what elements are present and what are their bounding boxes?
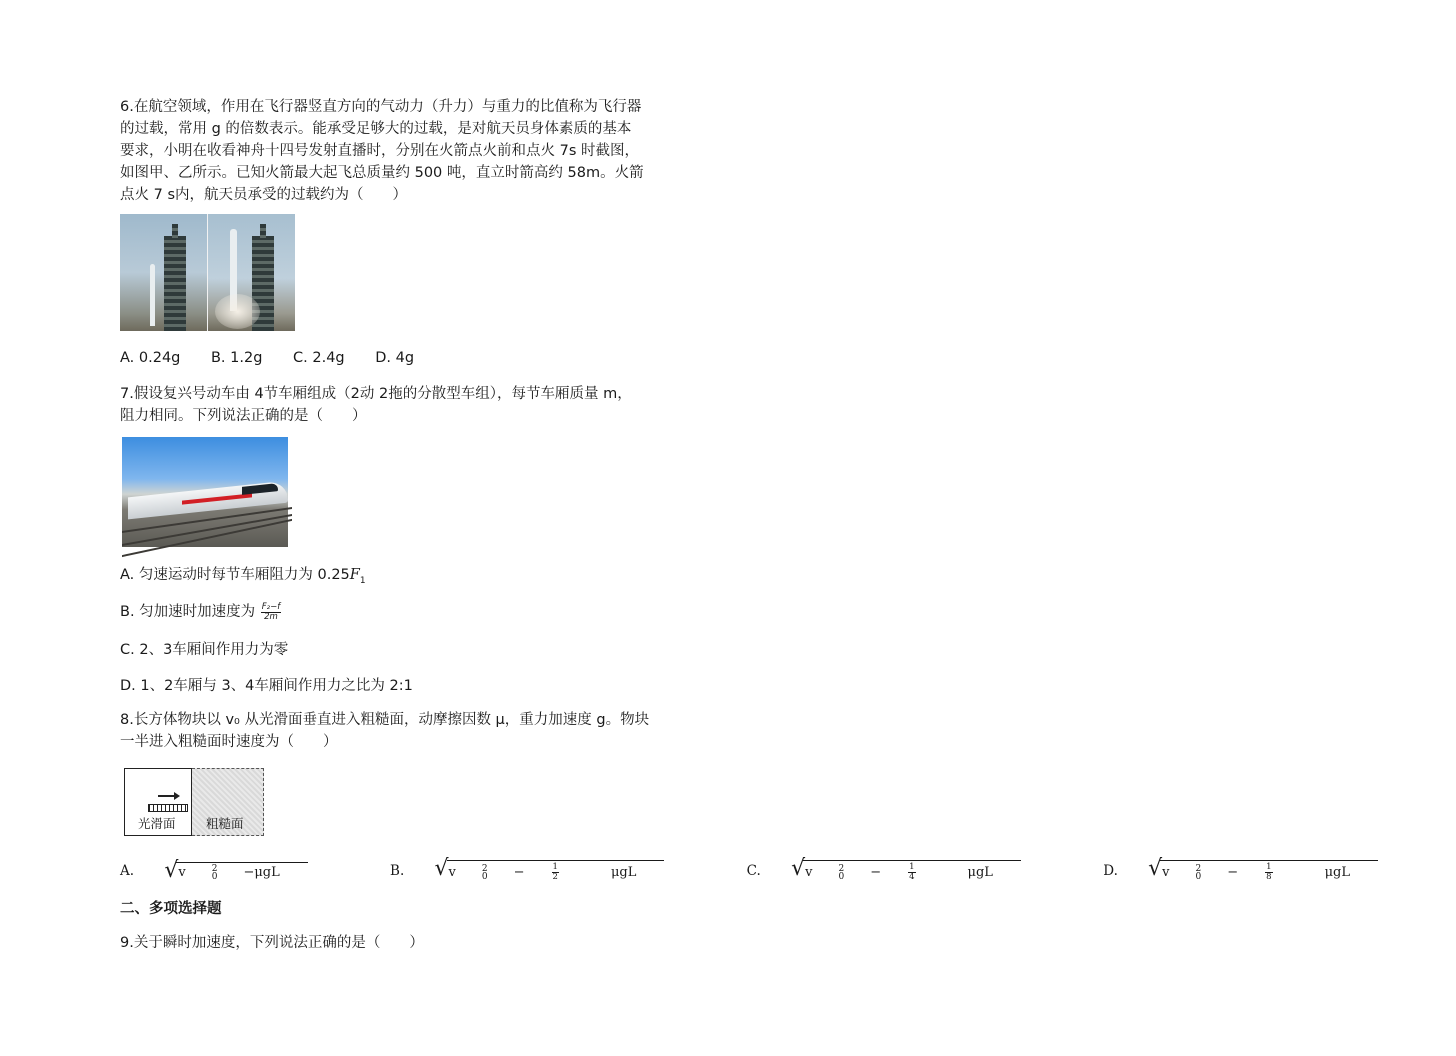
radicand-sup: 2 [1195,863,1202,874]
radicand-var: v [448,865,456,880]
q6-options [120,350,440,366]
q7-option-a[interactable] [120,565,366,591]
q7-line: 阻力相同。下列说法正确的是（ ） [120,408,367,424]
q7-option-b[interactable] [120,602,282,622]
option-letter: B. [390,862,405,879]
q6-line: 的过载，常用 g 的倍数表示。能承受足够大的过载，是对航天员身体素质的基本 [120,121,632,137]
q6-line: 要求，小明在收看神舟十四号发射直播时，分别在火箭点火前和点火 7s 时截图， [120,143,639,159]
option-d[interactable]: D. 4g [375,350,415,366]
radicand-sup: 2 [481,863,488,874]
train-photo [122,437,288,547]
radicand-rest: μgL [967,865,993,880]
radicand-sup: 2 [211,863,218,874]
sliding-block [148,804,188,812]
q7-option-d[interactable]: D. 1、2车厢与 3、4车厢间作用力之比为 2:1 [120,678,413,694]
radicand-sub: 0 [838,871,845,882]
option-letter: A. [120,862,135,879]
q7-line: 7.假设复兴号动车由 4节车厢组成（2动 2拖的分散型车组），每节车厢质量 m， [120,386,632,402]
option-b[interactable]: B. 1.2g [210,350,263,366]
sqrt-expression: √ v 2 0 −μgL [164,862,333,881]
velocity-arrowhead [174,792,180,800]
radicand-var: v [178,865,186,880]
friction-surface-diagram [124,768,264,836]
fraction-numerator: 1 [552,862,558,872]
option-a[interactable]: A. 0.24g [120,350,181,366]
fraction-denominator: 4 [909,872,915,882]
smooth-surface-label: 光滑面 [138,816,176,831]
sqrt-expression: √ v 2 0 − $\frac{1}{8}$ μgL [1148,860,1404,882]
q7-option-c[interactable]: C. 2、3车厢间作用力为零 [120,642,289,658]
question-6-stem [120,96,700,206]
q8-option-b[interactable] [390,856,716,882]
fraction-numerator: F₂−f [261,601,281,612]
radicand-rest: −μgL [243,865,280,880]
radicand-sup: 2 [838,863,845,874]
q6-line: 如图甲、乙所示。已知火箭最大起飞总质量约 500 吨，直立时箭高约 58m。火箭 [120,165,644,181]
fraction-denominator: 2m [264,611,278,622]
radicand-sub: 0 [211,871,218,882]
q8-options [120,856,1456,883]
q7-option-b-fraction [261,603,281,622]
q8-line: 8.长方体物块以 v₀ 从光滑面垂直进入粗糙面，动摩擦因数 μ，重力加速度 g。物块 [120,712,650,728]
radicand-sub: 0 [1195,871,1202,882]
fraction-denominator: 2 [552,872,558,882]
sqrt-expression: √ v 2 0 − $\frac{1}{2}$ μgL [435,860,691,882]
q7-option-a-text: A. 匀速运动时每节车厢阻力为 0.25 [120,567,350,583]
question-8-stem [120,709,700,753]
rocket-launch-photo [120,214,295,331]
q7-option-b-text: B. 匀加速时加速度为 [120,604,256,620]
q6-line: 6.在航空领域，作用在飞行器竖直方向的气动力（升力）与重力的比值称为飞行器 [120,99,642,115]
option-letter: C. [746,862,761,879]
option-letter: D. [1103,862,1118,879]
fraction-numerator: 1 [1266,862,1272,872]
question-7-stem [120,383,700,427]
radicand-rest: μgL [1324,865,1350,880]
minus-sign: − [870,865,882,880]
q8-option-a[interactable] [120,857,360,883]
question-9-stem: 9.关于瞬时加速度，下列说法正确的是（ ） [120,935,424,951]
radicand-rest: μgL [610,865,637,880]
q7-option-a-var: F [349,567,360,583]
q8-option-c[interactable] [746,856,1073,882]
q8-option-d[interactable] [1103,856,1430,882]
radicand-sub: 0 [481,871,488,882]
option-c[interactable]: C. 2.4g [293,350,345,366]
fraction-denominator: 8 [1266,872,1272,882]
q7-option-a-sub: 1 [359,575,366,586]
fraction-numerator: 1 [909,862,915,872]
minus-sign: − [513,865,525,880]
q6-line: 点火 7 s内，航天员承受的过载约为（ ） [120,187,407,203]
section-heading: 二、多项选择题 [120,901,222,917]
minus-sign: − [1227,865,1239,880]
sqrt-expression: √ v 2 0 − $\frac{1}{4}$ μgL [791,860,1047,882]
radicand-var: v [805,865,813,880]
radicand-var: v [1162,865,1170,880]
rough-surface-label: 粗糙面 [206,816,244,831]
q8-line: 一半进入粗糙面时速度为（ ） [120,734,338,750]
